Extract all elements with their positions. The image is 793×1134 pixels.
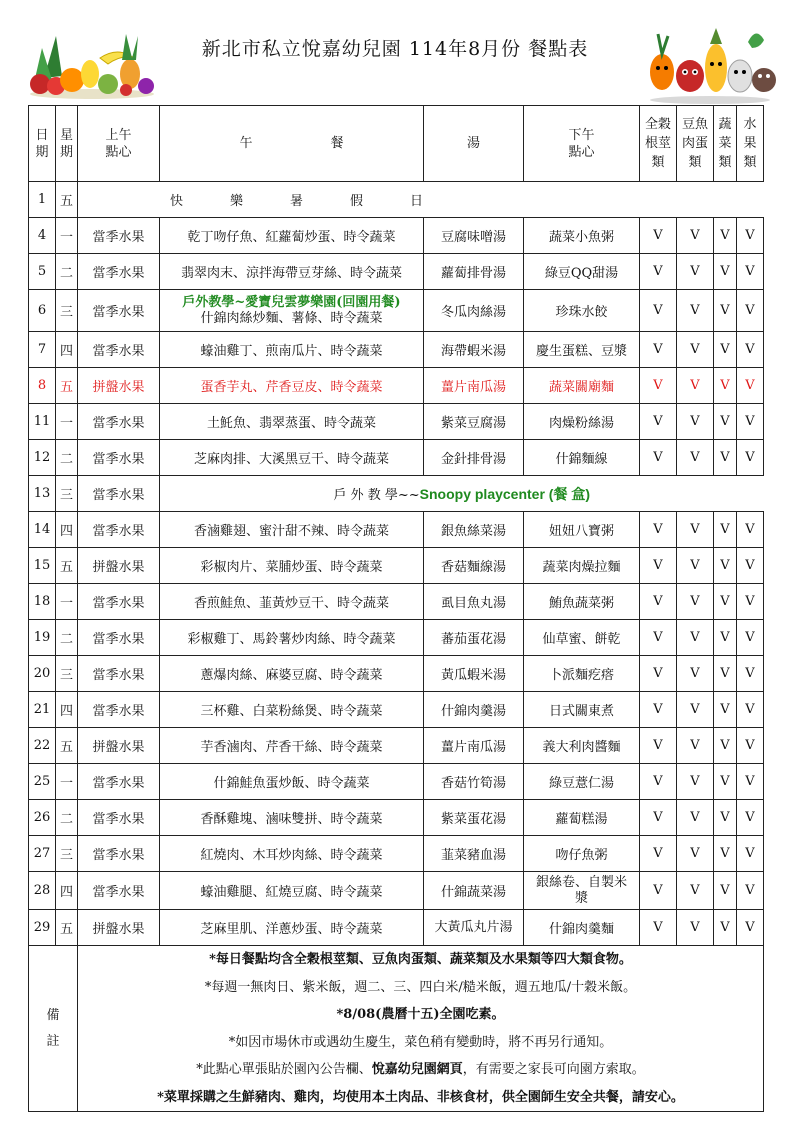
page-title: 新北市私立悅嘉幼兒園 114年8月份 餐點表: [201, 38, 589, 60]
day-cell: 13: [29, 476, 56, 512]
check-protein: V: [677, 332, 714, 368]
check-protein: V: [677, 512, 714, 548]
menu-row: [29, 584, 764, 620]
check-protein: V: [677, 440, 714, 476]
check-protein: V: [677, 800, 714, 836]
day-cell: 29: [29, 910, 56, 946]
day-cell: 20: [29, 656, 56, 692]
check-grain: V: [640, 656, 677, 692]
menu-row: [29, 476, 764, 512]
check-grain: V: [640, 332, 677, 368]
morning-snack-cell: 當季水果: [78, 836, 160, 872]
check-vegetable: V: [714, 620, 737, 656]
afternoon-snack-cell: 珍珠水餃: [524, 290, 640, 332]
lunch-dishes: 什錦肉絲炒麵、薯條、時令蔬菜: [200, 310, 383, 326]
check-protein: V: [677, 620, 714, 656]
soup-cell: 韮菜豬血湯: [424, 836, 524, 872]
lunch-cell: 翡翠肉末、涼拌海帶豆芽絲、時令蔬菜: [160, 254, 424, 290]
check-fruit: V: [737, 692, 764, 728]
soup-cell: 虱目魚丸湯: [424, 584, 524, 620]
header-fruit: 水 果 類: [737, 106, 764, 182]
lunch-cell: 芝麻肉排、大溪黑豆干、時令蔬菜: [160, 440, 424, 476]
afternoon-snack-cell: 綠豆QQ甜湯: [524, 254, 640, 290]
check-fruit: V: [737, 332, 764, 368]
header-vegetable: 蔬 菜 類: [714, 106, 737, 182]
header-morning-snack: 上午 點心: [78, 106, 160, 182]
day-cell: 5: [29, 254, 56, 290]
lunch-cell: 三杯雞、白菜粉絲煲、時令蔬菜: [160, 692, 424, 728]
day-cell: 7: [29, 332, 56, 368]
weekday-cell: 五: [56, 728, 78, 764]
soup-cell: 紫菜豆腐湯: [424, 404, 524, 440]
menu-row: [29, 218, 764, 254]
menu-row: [29, 368, 764, 404]
afternoon-snack-cell: 日式關東煮: [524, 692, 640, 728]
note-item: *每日餐點均含全穀根莖類、豆魚肉蛋類、蔬菜類及水果類等四大類食物。: [209, 952, 632, 967]
day-cell: 4: [29, 218, 56, 254]
afternoon-snack-cell: 吻仔魚粥: [524, 836, 640, 872]
note-item: *菜單採購之生鮮豬肉、雞肉，均使用本土肉品、非核食材，供全園師生安全共餐，請安心。: [157, 1089, 684, 1105]
weekday-cell: 一: [56, 404, 78, 440]
weekday-cell: 三: [56, 290, 78, 332]
fruit-basket-illustration: [22, 28, 162, 100]
weekday-cell: 三: [56, 476, 78, 512]
check-vegetable: V: [714, 218, 737, 254]
check-fruit: V: [737, 218, 764, 254]
afternoon-snack-cell: 仙草蜜、餅乾: [524, 620, 640, 656]
afternoon-snack-cell: 綠豆薏仁湯: [524, 764, 640, 800]
check-protein: V: [677, 656, 714, 692]
weekday-cell: 一: [56, 218, 78, 254]
menu-row: [29, 692, 764, 728]
afternoon-snack-cell: 肉燥粉絲湯: [524, 404, 640, 440]
day-cell: 12: [29, 440, 56, 476]
check-vegetable: V: [714, 368, 737, 404]
morning-snack-cell: 當季水果: [78, 656, 160, 692]
check-fruit: V: [737, 254, 764, 290]
menu-row: [29, 872, 764, 910]
weekday-cell: 一: [56, 764, 78, 800]
check-grain: V: [640, 548, 677, 584]
check-fruit: V: [737, 800, 764, 836]
afternoon-snack-cell: 什錦肉羹麵: [524, 910, 640, 946]
check-protein: V: [677, 404, 714, 440]
morning-snack-cell: 當季水果: [78, 620, 160, 656]
check-grain: V: [640, 910, 677, 946]
header-date: 日 期: [29, 106, 56, 182]
check-protein: V: [677, 218, 714, 254]
check-protein: V: [677, 764, 714, 800]
menu-row: [29, 800, 764, 836]
lunch-cell: 芝麻里肌、洋蔥炒蛋、時令蔬菜: [160, 910, 424, 946]
soup-cell: 蘿蔔排骨湯: [424, 254, 524, 290]
check-vegetable: V: [714, 728, 737, 764]
check-grain: V: [640, 440, 677, 476]
weekday-cell: 五: [56, 368, 78, 404]
check-fruit: V: [737, 404, 764, 440]
check-grain: V: [640, 692, 677, 728]
menu-row: [29, 404, 764, 440]
day-cell: 26: [29, 800, 56, 836]
afternoon-snack-cell: 蘿蔔糕湯: [524, 800, 640, 836]
lunch-cell: 紅燒肉、木耳炒肉絲、時令蔬菜: [160, 836, 424, 872]
weekday-cell: 二: [56, 254, 78, 290]
lunch-cell: 香煎鮭魚、韮黃炒豆干、時令蔬菜: [160, 584, 424, 620]
lunch-cell: 香酥雞塊、滷味雙拼、時令蔬菜: [160, 800, 424, 836]
day-cell: 21: [29, 692, 56, 728]
check-vegetable: V: [714, 910, 737, 946]
morning-snack-cell: 當季水果: [78, 404, 160, 440]
day-cell: 11: [29, 404, 56, 440]
check-grain: V: [640, 728, 677, 764]
check-protein: V: [677, 368, 714, 404]
lunch-cell: 香滷雞翅、蜜汁甜不辣、時令蔬菜: [160, 512, 424, 548]
morning-snack-cell: 當季水果: [78, 254, 160, 290]
check-protein: V: [677, 548, 714, 584]
check-fruit: V: [737, 620, 764, 656]
check-grain: V: [640, 254, 677, 290]
check-vegetable: V: [714, 440, 737, 476]
note-item: *此點心單張貼於園內公告欄、悅嘉幼兒園網頁，有需要之家長可向園方索取。: [196, 1062, 645, 1077]
check-grain: V: [640, 512, 677, 548]
holiday-row: [29, 182, 764, 218]
afternoon-snack-cell: 什錦麵線: [524, 440, 640, 476]
weekday-cell: 四: [56, 332, 78, 368]
weekday-cell: 二: [56, 440, 78, 476]
lunch-cell: 蠔油雞腿、紅燒豆腐、時令蔬菜: [160, 872, 424, 910]
check-grain: V: [640, 368, 677, 404]
header-soup: 湯: [424, 106, 524, 182]
soup-cell: 紫菜蛋花湯: [424, 800, 524, 836]
afternoon-snack-cell: 銀絲卷、自製米漿: [524, 872, 640, 910]
check-grain: V: [640, 404, 677, 440]
check-protein: V: [677, 692, 714, 728]
day-cell: 22: [29, 728, 56, 764]
outing-text: Snoopy playcenter (餐 盒): [419, 485, 591, 502]
check-vegetable: V: [714, 332, 737, 368]
check-vegetable: V: [714, 656, 737, 692]
menu-row: [29, 910, 764, 946]
morning-snack-cell: 當季水果: [78, 584, 160, 620]
lunch-cell: 彩椒雞丁、馬鈴薯炒肉絲、時令蔬菜: [160, 620, 424, 656]
check-grain: V: [640, 764, 677, 800]
lunch-cell: 蛋香芋丸、芹香豆皮、時令蔬菜: [160, 368, 424, 404]
morning-snack-cell: 拼盤水果: [78, 728, 160, 764]
check-fruit: V: [737, 512, 764, 548]
header-grain: 全穀 根莖 類: [640, 106, 677, 182]
menu-row: [29, 764, 764, 800]
check-fruit: V: [737, 440, 764, 476]
website-link[interactable]: 悅嘉幼兒園網頁: [371, 1062, 463, 1077]
morning-snack-cell: 當季水果: [78, 872, 160, 910]
soup-cell: 蕃茄蛋花湯: [424, 620, 524, 656]
morning-snack-cell: 當季水果: [78, 692, 160, 728]
menu-row: [29, 620, 764, 656]
header-lunch: 午 餐: [160, 106, 424, 182]
notes-row: [29, 946, 764, 1112]
check-fruit: V: [737, 584, 764, 620]
morning-snack-cell: 當季水果: [78, 440, 160, 476]
afternoon-snack-cell: 義大利肉醬麵: [524, 728, 640, 764]
menu-row: [29, 512, 764, 548]
menu-row: [29, 290, 764, 332]
weekday-cell: 三: [56, 656, 78, 692]
note-item: *8/08(農曆十五)全園吃素。: [336, 1007, 505, 1022]
check-fruit: V: [737, 910, 764, 946]
afternoon-snack-cell: 蔬菜肉燥拉麵: [524, 548, 640, 584]
lunch-cell: [160, 290, 424, 332]
check-protein: V: [677, 836, 714, 872]
morning-snack-cell: 當季水果: [78, 800, 160, 836]
menu-row: [29, 656, 764, 692]
outing-cell: [160, 476, 764, 512]
note-item: *如因市場休市或遇幼生慶生，菜色稍有變動時，將不再另行通知。: [228, 1034, 613, 1050]
check-vegetable: V: [714, 254, 737, 290]
afternoon-snack-cell: 蔬菜關廟麵: [524, 368, 640, 404]
check-grain: V: [640, 584, 677, 620]
soup-cell: 香菇麵線湯: [424, 548, 524, 584]
afternoon-snack-cell: 蔬菜小魚粥: [524, 218, 640, 254]
soup-cell: 大黃瓜丸片湯: [424, 910, 524, 946]
check-vegetable: V: [714, 800, 737, 836]
header-row: [29, 106, 764, 182]
day-cell: 14: [29, 512, 56, 548]
morning-snack-cell: 拼盤水果: [78, 368, 160, 404]
weekday-cell: 五: [56, 182, 78, 218]
lunch-cell: 什錦鮭魚蛋炒飯、時令蔬菜: [160, 764, 424, 800]
soup-cell: 薑片南瓜湯: [424, 728, 524, 764]
notes-label: 備 註: [29, 946, 78, 1112]
check-fruit: V: [737, 872, 764, 910]
soup-cell: 海帶蝦米湯: [424, 332, 524, 368]
soup-cell: 黃瓜蝦米湯: [424, 656, 524, 692]
menu-row: [29, 254, 764, 290]
day-cell: 19: [29, 620, 56, 656]
weekday-cell: 二: [56, 800, 78, 836]
check-vegetable: V: [714, 584, 737, 620]
check-fruit: V: [737, 656, 764, 692]
day-cell: 27: [29, 836, 56, 872]
afternoon-snack-cell: 妞妞八寶粥: [524, 512, 640, 548]
meal-schedule-table: [28, 105, 764, 1112]
check-protein: V: [677, 872, 714, 910]
day-cell: 25: [29, 764, 56, 800]
check-grain: V: [640, 872, 677, 910]
check-protein: V: [677, 584, 714, 620]
menu-row: [29, 728, 764, 764]
check-grain: V: [640, 800, 677, 836]
weekday-cell: 四: [56, 512, 78, 548]
weekday-cell: 五: [56, 910, 78, 946]
lunch-cell: 土魠魚、翡翠蒸蛋、時令蔬菜: [160, 404, 424, 440]
check-protein: V: [677, 254, 714, 290]
check-fruit: V: [737, 290, 764, 332]
weekday-cell: 三: [56, 836, 78, 872]
header-weekday: 星 期: [56, 106, 78, 182]
morning-snack-cell: 當季水果: [78, 476, 160, 512]
soup-cell: 什錦蔬菜湯: [424, 872, 524, 910]
day-cell: 28: [29, 872, 56, 910]
check-vegetable: V: [714, 872, 737, 910]
soup-cell: 金針排骨湯: [424, 440, 524, 476]
morning-snack-cell: 當季水果: [78, 332, 160, 368]
soup-cell: 薑片南瓜湯: [424, 368, 524, 404]
weekday-cell: 四: [56, 872, 78, 910]
lunch-cell: 蔥爆肉絲、麻婆豆腐、時令蔬菜: [160, 656, 424, 692]
morning-snack-cell: 當季水果: [78, 764, 160, 800]
check-fruit: V: [737, 764, 764, 800]
check-protein: V: [677, 728, 714, 764]
lunch-cell: 乾丁吻仔魚、紅蘿蔔炒蛋、時令蔬菜: [160, 218, 424, 254]
header-protein: 豆魚 肉蛋 類: [677, 106, 714, 182]
header-afternoon-snack: 下午 點心: [524, 106, 640, 182]
lunch-cell: 蠔油雞丁、煎南瓜片、時令蔬菜: [160, 332, 424, 368]
weekday-cell: 四: [56, 692, 78, 728]
check-fruit: V: [737, 836, 764, 872]
day-cell: 1: [29, 182, 56, 218]
lunch-cell: 彩椒肉片、菜脯炒蛋、時令蔬菜: [160, 548, 424, 584]
soup-cell: 豆腐味噌湯: [424, 218, 524, 254]
afternoon-snack-cell: 慶生蛋糕、豆漿: [524, 332, 640, 368]
weekday-cell: 一: [56, 584, 78, 620]
weekday-cell: 二: [56, 620, 78, 656]
notes-cell: [78, 946, 764, 1112]
afternoon-snack-cell: 鮪魚蔬菜粥: [524, 584, 640, 620]
holiday-text: 快 樂 暑 假 日: [78, 182, 764, 218]
check-protein: V: [677, 290, 714, 332]
lunch-cell: 芋香滷肉、芹香干絲、時令蔬菜: [160, 728, 424, 764]
day-cell: 15: [29, 548, 56, 584]
soup-cell: 銀魚絲菜湯: [424, 512, 524, 548]
menu-row: [29, 836, 764, 872]
day-cell: 18: [29, 584, 56, 620]
check-protein: V: [677, 910, 714, 946]
menu-row: [29, 332, 764, 368]
check-vegetable: V: [714, 764, 737, 800]
check-grain: V: [640, 290, 677, 332]
afternoon-snack-cell: 卜派麵疙瘩: [524, 656, 640, 692]
check-grain: V: [640, 620, 677, 656]
cartoon-vegetables-illustration: [640, 24, 780, 104]
check-vegetable: V: [714, 692, 737, 728]
check-fruit: V: [737, 368, 764, 404]
check-fruit: V: [737, 548, 764, 584]
soup-cell: 冬瓜肉絲湯: [424, 290, 524, 332]
menu-row: [29, 440, 764, 476]
morning-snack-cell: 當季水果: [78, 290, 160, 332]
check-vegetable: V: [714, 512, 737, 548]
check-vegetable: V: [714, 548, 737, 584]
check-vegetable: V: [714, 404, 737, 440]
soup-cell: 什錦肉羹湯: [424, 692, 524, 728]
day-cell: 6: [29, 290, 56, 332]
morning-snack-cell: 拼盤水果: [78, 548, 160, 584]
lunch-special: 戶外教學~愛寶兒雲夢樂園(回園用餐): [182, 294, 401, 310]
check-fruit: V: [737, 728, 764, 764]
outing-prefix: 戶 外 教 學~~: [333, 487, 420, 503]
morning-snack-cell: 當季水果: [78, 218, 160, 254]
check-vegetable: V: [714, 836, 737, 872]
check-vegetable: V: [714, 290, 737, 332]
morning-snack-cell: 拼盤水果: [78, 910, 160, 946]
check-grain: V: [640, 218, 677, 254]
morning-snack-cell: 當季水果: [78, 512, 160, 548]
day-cell: 8: [29, 368, 56, 404]
weekday-cell: 五: [56, 548, 78, 584]
menu-row: [29, 548, 764, 584]
soup-cell: 香菇竹筍湯: [424, 764, 524, 800]
check-grain: V: [640, 836, 677, 872]
note-item: *每週一無肉日、紫米飯，週二、三、四白米/糙米飯，週五地瓜/十穀米飯。: [204, 979, 637, 995]
